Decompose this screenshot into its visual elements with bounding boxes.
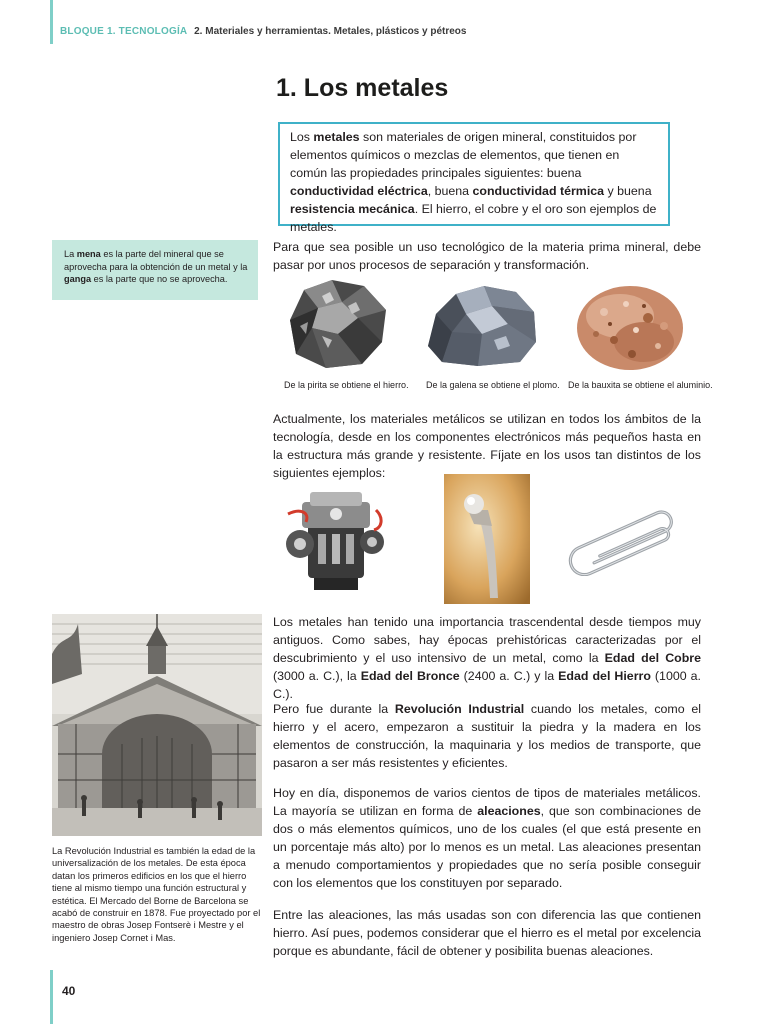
term-edad-bronce: Edad del Bronce [360,669,460,683]
history-paragraph: Los metales han tenido una importancia trascendental desde tiempos muy antiguos. Como sabes, hay épocas prehistóricas caracterizadas por el descubrimiento y el uso intensivo de un metal, como la Edad del Cobre (3000 a. C.), la Edad del Bronce (2400 a. C.) y la Edad del Hierro (1000 a. C.). [273,615,701,701]
term-edad-cobre: Edad del Cobre [604,651,701,665]
definition-box: Los metales son materiales de origen mineral, constituidos por elementos químicos o mezclas de elementos, que tienen en común las propiedades principales siguientes: buena conductividad eléctrica, buena conductividad térmica y buena resistencia mecánica. El hierro, el cobre y el oro son ejemplos de metales. [278,122,670,226]
term-metales: metales [313,130,360,144]
uses-paragraph: Actualmente, los materiales metálicos se utilizan en todos los ámbitos de la tecnología, desde en los componentes electrónicos más pequeños hasta en la estructura más grande y resistente. Fíjate en los usos tan distintos de los siguientes ejemplos: [273,412,701,480]
mineral-caption-galena: De la galena se obtiene el plomo. [426,380,560,390]
revolution-paragraph: Pero fue durante la Revolución Industrial cuando los metales, como el hierro y el acero, empezaron a sustituir la piedra y la madera en los elementos de construcción, la maquinaria y los medios de transporte, que pasaron a ser más resistentes y eficientes. [273,702,701,770]
bottom-accent-rule [50,970,53,1024]
header-chapter: 2. Materiales y herramientas. Metales, plásticos y pétreos [194,26,467,37]
mineral-caption-pyrite: De la pirita se obtiene el hierro. [284,380,409,390]
running-header [60,26,466,37]
term-conductividad-termica: conductividad térmica [472,184,605,198]
engine-image [280,484,392,596]
market-engraving-image [52,614,262,836]
side-note-mena-ganga: La mena es la parte del mineral que se aprovecha para la obtención de un metal y la ganga es la parte que no se aprovecha. [52,240,258,300]
market-caption: La Revolución Industrial es también la edad de la universalización de los metales. De esta época datan los primeros edificios en los que el hierro tiene al mismo tiempo una función estructural y estética. El Mercado del Borne de Barcelona se acabó de construir en 1878. Fue proyectado por el maestro de obras Josep Fontserè i Mestre y el ingeniero Josep Cornet i Mas. [52,846,261,943]
galena-image [422,284,540,368]
pyrite-image [282,276,394,370]
alloys-paragraph: Hoy en día, disponemos de varios cientos de tipos de materiales metálicos. La mayoría se utilizan en forma de aleaciones, que son combinaciones de dos o más elementos químicos, uno de los cuales (el que está presente en un porcentaje más alto) por lo menos es un metal. Las aleaciones presentan a menudo comportamientos y propiedades que no sería posible conseguir con los elementos que los constituyen por separado. [273,786,702,890]
top-accent-rule [50,0,53,44]
term-edad-hierro: Edad del Hierro [558,669,651,683]
paperclip-image [566,506,686,576]
term-mena: mena [76,249,101,259]
page-number: 40 [62,984,76,998]
term-aleaciones: aleaciones [477,804,541,818]
mineral-caption-bauxite: De la bauxita se obtiene el aluminio. [568,380,713,390]
term-ganga: ganga [64,274,92,284]
hip-prosthesis-image [444,474,530,604]
term-revolucion-industrial: Revolución Industrial [394,702,525,716]
term-resistencia-mecanica: resistencia mecánica [290,202,415,216]
header-bloque: BLOQUE 1. TECNOLOGÍA [60,26,188,37]
bauxite-image [574,282,686,374]
intro-paragraph: Para que sea posible un uso tecnológico de la materia prima mineral, debe pasar por unos procesos de separación y transformación. [273,240,701,272]
iron-alloys-paragraph: Entre las aleaciones, las más usadas son con diferencia las que contienen hierro. Así pues, podemos considerar que el hierro es el metal por excelencia porque es abundante, fácil de obtener y posibilita buenas aleaciones. [273,908,701,958]
section-title: 1. Los metales [276,74,449,102]
term-conductividad-electrica: conductividad eléctrica [290,184,428,198]
